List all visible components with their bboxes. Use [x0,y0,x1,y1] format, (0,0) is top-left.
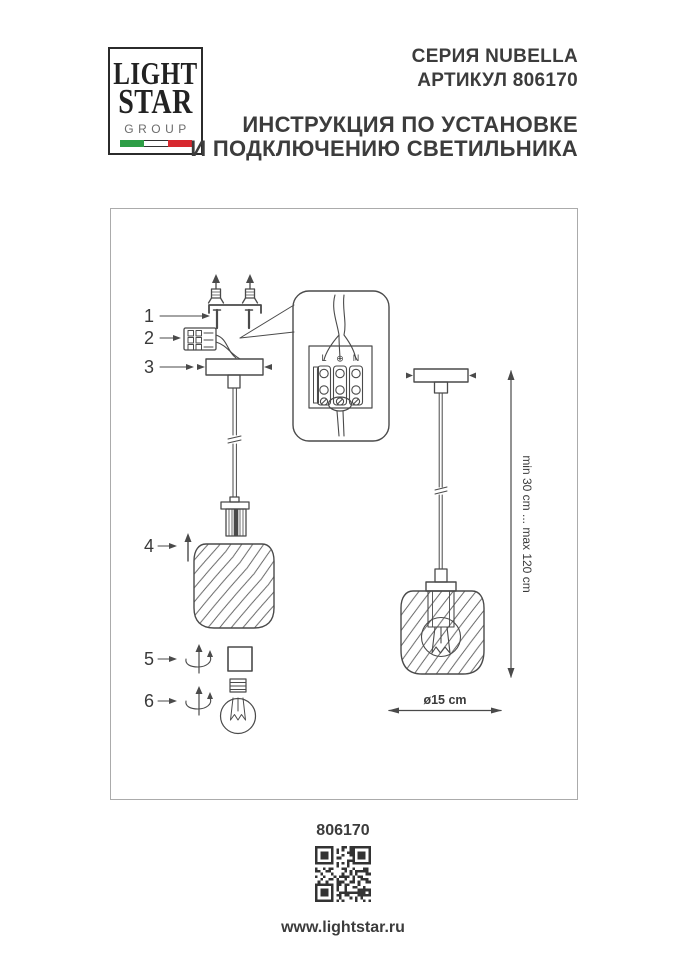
light-bulb-icon [221,679,256,734]
terminal-block-icon [184,328,216,350]
wire [216,342,240,359]
diameter-dimension [388,693,502,714]
series-label: СЕРИЯ NUBELLA [411,46,578,67]
step-label-5: 5 [144,649,155,669]
height-dimension [508,370,535,678]
installation-diagram [111,209,577,799]
wall-anchor-icons [209,274,258,303]
glass-shade [401,591,484,674]
rotate-arrow-icon [186,644,213,673]
instruction-title-line2: И ПОДКЛЮЧЕНИЮ СВЕТИЛЬНИКА [190,136,578,161]
website-url: www.lightstar.ru [281,919,405,936]
step-label-3: 3 [144,357,155,377]
logo-star-text: STAR [118,83,193,122]
flag-red [168,140,192,147]
lamp-socket-icon [221,497,249,536]
glass-shade [194,544,274,628]
diameter-dimension-label: ø15 cm [423,693,467,707]
diagram-frame [110,208,578,800]
footer-article-number: 806170 [316,822,370,839]
terminal-label-live: L [321,353,327,363]
exploded-view [144,274,274,734]
step-label-2: 2 [144,328,155,348]
step-label-4: 4 [144,536,155,556]
assembled-lamp-view [388,369,534,714]
ceiling-canopy [206,359,263,375]
suspension-rod [435,393,447,569]
step-label-6: 6 [144,691,155,711]
wire [344,295,345,335]
wire-loop [329,397,352,411]
suspension-rod [228,388,241,497]
logo-group-text: GROUP [124,122,191,136]
step-label-1: 1 [144,306,155,326]
article-label: АРТИКУЛ 806170 [417,70,578,91]
flag-white [144,140,168,147]
mounting-bracket-icon [209,305,261,328]
height-dimension-label: min 30 cm ... max 120 cm [520,455,534,593]
instruction-title-line1: ИНСТРУКЦИЯ ПО УСТАНОВКЕ [242,112,578,137]
lightstar-logo [108,47,203,155]
wire [216,335,236,358]
shade-cap [426,582,456,591]
ceiling-canopy [414,369,468,382]
terminal-label-earth: ⊕ [336,353,344,364]
italian-flag-stripe [120,140,192,147]
rotate-arrow-icon [186,686,213,715]
qr-code [315,846,371,902]
wire [334,295,339,335]
logo-light-text: LIGHT [113,57,198,92]
terminal-label-neutral: N [352,353,360,363]
terminal-screws [318,366,363,405]
shade-ring [228,647,252,671]
canopy-connector [228,375,240,388]
header [190,45,578,161]
flag-green [120,140,144,147]
